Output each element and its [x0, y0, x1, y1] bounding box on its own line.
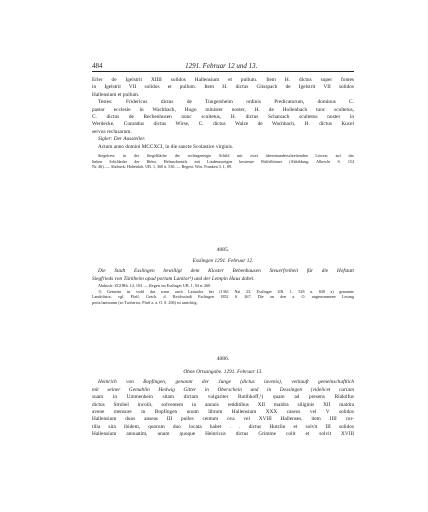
- note-line: Siegelrest: in der Siegelfläche der rechtsgeneigte Schild mit zwei übereinanderschreitenden Löwen; auf des: [98, 153, 354, 159]
- summary-line: Die Stadt Esslingen bewilligt dem Kloster Bebenhausen Steuerfreiheit für die Hofstatt: [98, 268, 354, 275]
- summary-line: Hallensium annuatim, unum quoque Heinricus dictus Grimme colit et solvit XVIII: [92, 431, 354, 438]
- note-line: Nr. 46). — Abdruck: Hohenloh. UB. 1, 360 n. 536. — Regest: Wirt. Franken 3, 1, 89.: [92, 164, 232, 170]
- witness-line: C. dictus de Rechenhusen nunc scultetus, H. dictus Scharsach scultetus noster in: [92, 114, 354, 121]
- witness-line: Testes: Fridericus dictus de Tungersheim ordinis Predicatorum, dominus C.: [98, 99, 354, 106]
- witness-line: Werdecke, Cunradus dictus Wirse, C. dictus Walze de Wachbach, H. dictus Kucel: [92, 121, 354, 128]
- summary-line: Hallensium duos anseas III pulles centum ova vel XVIII Hallenses, item IIII cur-: [92, 416, 354, 423]
- footnote-line: porta lanitorum (so Tuchertor, Pfaff a. a. O. S. 266) ist unrichtig.: [92, 300, 198, 305]
- page-header: [92, 58, 354, 70]
- summary-line: tilia sita ibidem, quorum duo locata habet . . dictus Hutzlin et solvit III solidos: [92, 423, 354, 430]
- summary-line: mit seiner Gemahlin Hedwig Gitter in Oberschein und in Dossingen (videlicet curiam: [92, 386, 354, 393]
- place-date: Ohne Ortsangabe. 1291. Februar 13.: [183, 369, 263, 375]
- header-rule: [92, 71, 354, 72]
- doc-4084-body: [92, 77, 354, 170]
- page-number: 484: [92, 62, 103, 70]
- footnote-line: 1) Gemeint ist wohl das sonst auch Laintalor bei (1361 Nai 23, Esslinger UB. 1, 528 n. 840 a) genannte: [98, 288, 354, 294]
- doc-number-4085: 4085.: [216, 247, 230, 253]
- text-line: in Igelstrit VII solidos et pullum. Item H. dictus Gitsspach de Igelstrit VII solidos: [92, 84, 354, 91]
- text-line: Erler de Igelstrit XIIII solidos Hallensium et pullum. Item H. dictus super fontes: [92, 77, 354, 83]
- seal-line: Sigler: Der Aussteller.: [98, 136, 146, 143]
- source-line: Abdruck: ZGORh. 14, 103. — Regest im Esslinger UB. 1, 94 n. 260.: [98, 283, 212, 289]
- summary-line: avene mensure in Bopfingen unum librum Hallensium XXX caseos vel V solidos: [92, 409, 354, 416]
- actum-line: Actum anno domini MCCXCI, in die sancte Scolastice virginis.: [98, 143, 234, 150]
- witness-line: pastor ecclesie in Wachbach, Hugo minister noster, H. de Hollenbach tunc scultetus,: [92, 106, 354, 113]
- summary-line: Siegfrieds von Türkheim apud portam Lanitor¹) und der Lempin Haus dabei.: [92, 275, 255, 282]
- note-line: linken Schildecke der Helm, Helmschmuck mit Lindenzweigen bestreute Büffelhörner (Abbildung: Albrecht S. 154: [92, 158, 354, 164]
- place-date: Esslingen 1291. Februar 12.: [192, 258, 254, 264]
- witness-line: servus reclusarum.: [92, 128, 132, 135]
- doc-number-4086: 4086.: [216, 356, 230, 362]
- doc-4086: [92, 369, 354, 439]
- summary-line: dictus Strobel incolit, solventem in annuis redditibus XII maldra siliginis XII maldra: [92, 401, 354, 408]
- doc-4085: [92, 258, 354, 306]
- summary-line: suam in Ummenhein sitam dictam vulgariter Rutihhoff,¹) quam ad presens Rüdolfus: [92, 394, 354, 401]
- running-head-date: 1291. Februar 12 und 13.: [185, 62, 258, 70]
- summary-line: Heinrich von Bopfingen, genannt der Junge (dictus iuvenis), verkauft gemeinschaftlich: [98, 379, 354, 386]
- footnote-line: Landoltstor, vgl. Pfaff, Gesch. d. Reichsstadt Esslingen 1852 S. 267. Die an den a. O. angenommene Lesung: [92, 294, 354, 300]
- text-line: Hallensium et pullum.: [92, 91, 140, 98]
